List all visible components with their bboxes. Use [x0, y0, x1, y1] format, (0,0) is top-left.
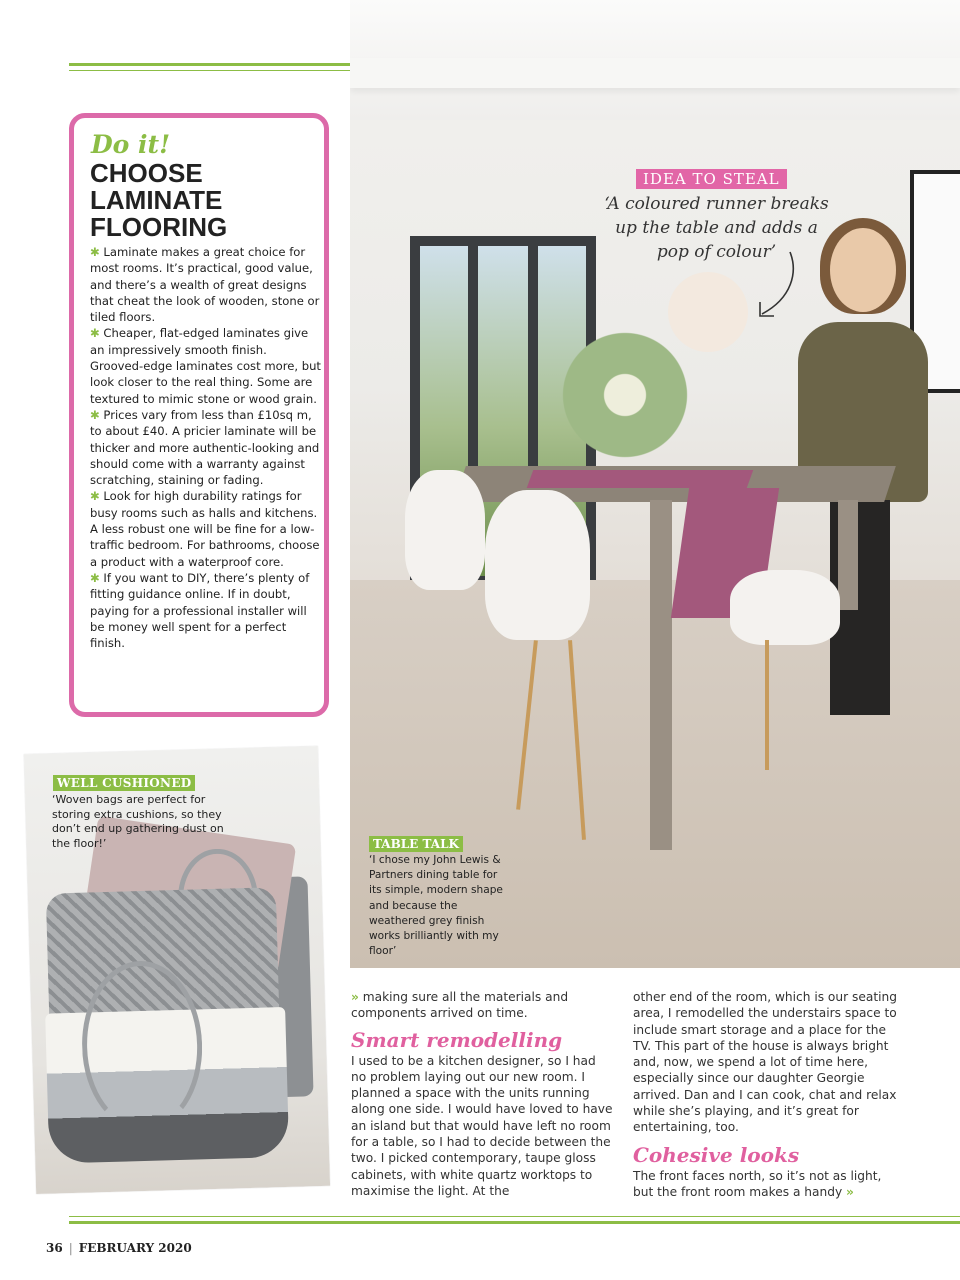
flower-arrangement: [555, 320, 695, 470]
section-heading: Smart remodelling: [351, 1027, 563, 1052]
page-number: 36: [46, 1241, 63, 1255]
dining-chair: [730, 570, 840, 645]
asterisk-icon: ✱: [90, 245, 100, 259]
bullet: ✱ Cheaper, flat-edged laminates give an impressively smooth finish. Grooved-edge laminates cost more, but look closer to the real thing. Some are textured to mimic stone or wood grain.: [90, 326, 321, 406]
bottom-rule: [69, 1221, 960, 1224]
chair-leg: [765, 640, 769, 770]
asterisk-icon: ✱: [90, 570, 100, 585]
curved-arrow-icon: [752, 250, 802, 322]
asterisk-icon: ✱: [90, 326, 100, 341]
bullet: ✱ If you want to DIY, there’s plenty of fitting guidance online. If in doubt, paying for a professional installer will be money well spent for a perfect finish.: [90, 570, 310, 651]
title-line: FLOORING: [90, 212, 228, 242]
table-leg: [838, 500, 858, 610]
table-talk-quote: ‘I chose my John Lewis & Partners dining table for its simple, modern shape and because the weathered grey finish works brilliantly with my floor’: [369, 854, 503, 958]
well-cushioned-tag: WELL CUSHIONED: [53, 775, 195, 791]
article-column-1: [351, 989, 613, 1199]
well-cushioned-quote: ‘Woven bags are perfect for storing extra cushions, so they don’t end up gathering dust on the floor!’: [52, 793, 224, 850]
ceiling-beam: [350, 58, 960, 88]
chevron-right-icon: »: [351, 990, 359, 1004]
article-column-2: [633, 989, 901, 1200]
do-it-bullets: [90, 244, 323, 651]
top-rule: [69, 63, 350, 66]
title-line: LAMINATE: [90, 185, 223, 215]
top-rule-thin: [69, 70, 350, 71]
issue-date: FEBRUARY 2020: [78, 1241, 192, 1255]
continued-intro: » making sure all the materials and components arrived on time.: [351, 990, 569, 1021]
person-face: [830, 228, 896, 312]
do-it-kicker: Do it!: [91, 130, 171, 159]
title-line: CHOOSE: [90, 158, 203, 188]
do-it-title: [90, 160, 310, 241]
asterisk-icon: ✱: [90, 407, 100, 422]
bottom-rule-thin: [69, 1216, 960, 1217]
paragraph: The front faces north, so it’s not as light, but the front room makes a handy »: [633, 1168, 882, 1199]
paragraph: other end of the room, which is our seating area, I remodelled the understairs space to include smart storage and a place for the TV. This part of the house is always bright and, now, we spend a lot of time here, especially since our daughter Georgie arrived. Dan and I can cook, chat and relax while she’s playing, and it’s great for entertaining, too.: [633, 990, 897, 1135]
dining-chair: [405, 470, 485, 590]
table-runner: [527, 470, 754, 488]
dining-chair: [485, 490, 590, 640]
do-it-box: [69, 113, 329, 717]
asterisk-icon: ✱: [90, 489, 100, 504]
bullet: ✱ Look for high durability ratings for busy rooms such as halls and kitchens. A less robust one will be fine for a low-traffic bedroom. For bathrooms, choose a product with a waterproof core.: [90, 489, 320, 569]
bullet: ✱ Laminate makes a great choice for most rooms. It’s practical, good value, and there’s a wealth of great designs that cheat the look of wooden, stone or tiled floors.: [90, 245, 320, 325]
hero-photo: [350, 0, 960, 968]
bullet: ✱ Prices vary from less than £10sq m, to about £40. A pricier laminate will be thicker and more authentic-looking and should come with a warranty against scratching, staining or fading.: [90, 407, 320, 488]
idea-to-steal-quote: ‘A coloured runner breaks up the table and adds a pop of colour’: [604, 194, 829, 262]
paragraph: I used to be a kitchen designer, so I had no problem laying out our new room. I planned a space with the units running along one side. I would have loved to have an island but that would have left no room for a table, so I had to decide between the two. I picked contemporary, taupe gloss cabinets, with white quartz worktops to maximise the light. At the: [351, 1053, 613, 1198]
section-heading: Cohesive looks: [633, 1142, 800, 1167]
chevron-right-icon: »: [846, 1184, 854, 1199]
table-talk-tag: TABLE TALK: [369, 836, 463, 852]
idea-to-steal-tag: IDEA TO STEAL: [636, 169, 787, 189]
table-leg: [650, 500, 672, 850]
wall-clock: [668, 272, 748, 352]
page-footer: 36 | FEBRUARY 2020: [46, 1241, 192, 1255]
